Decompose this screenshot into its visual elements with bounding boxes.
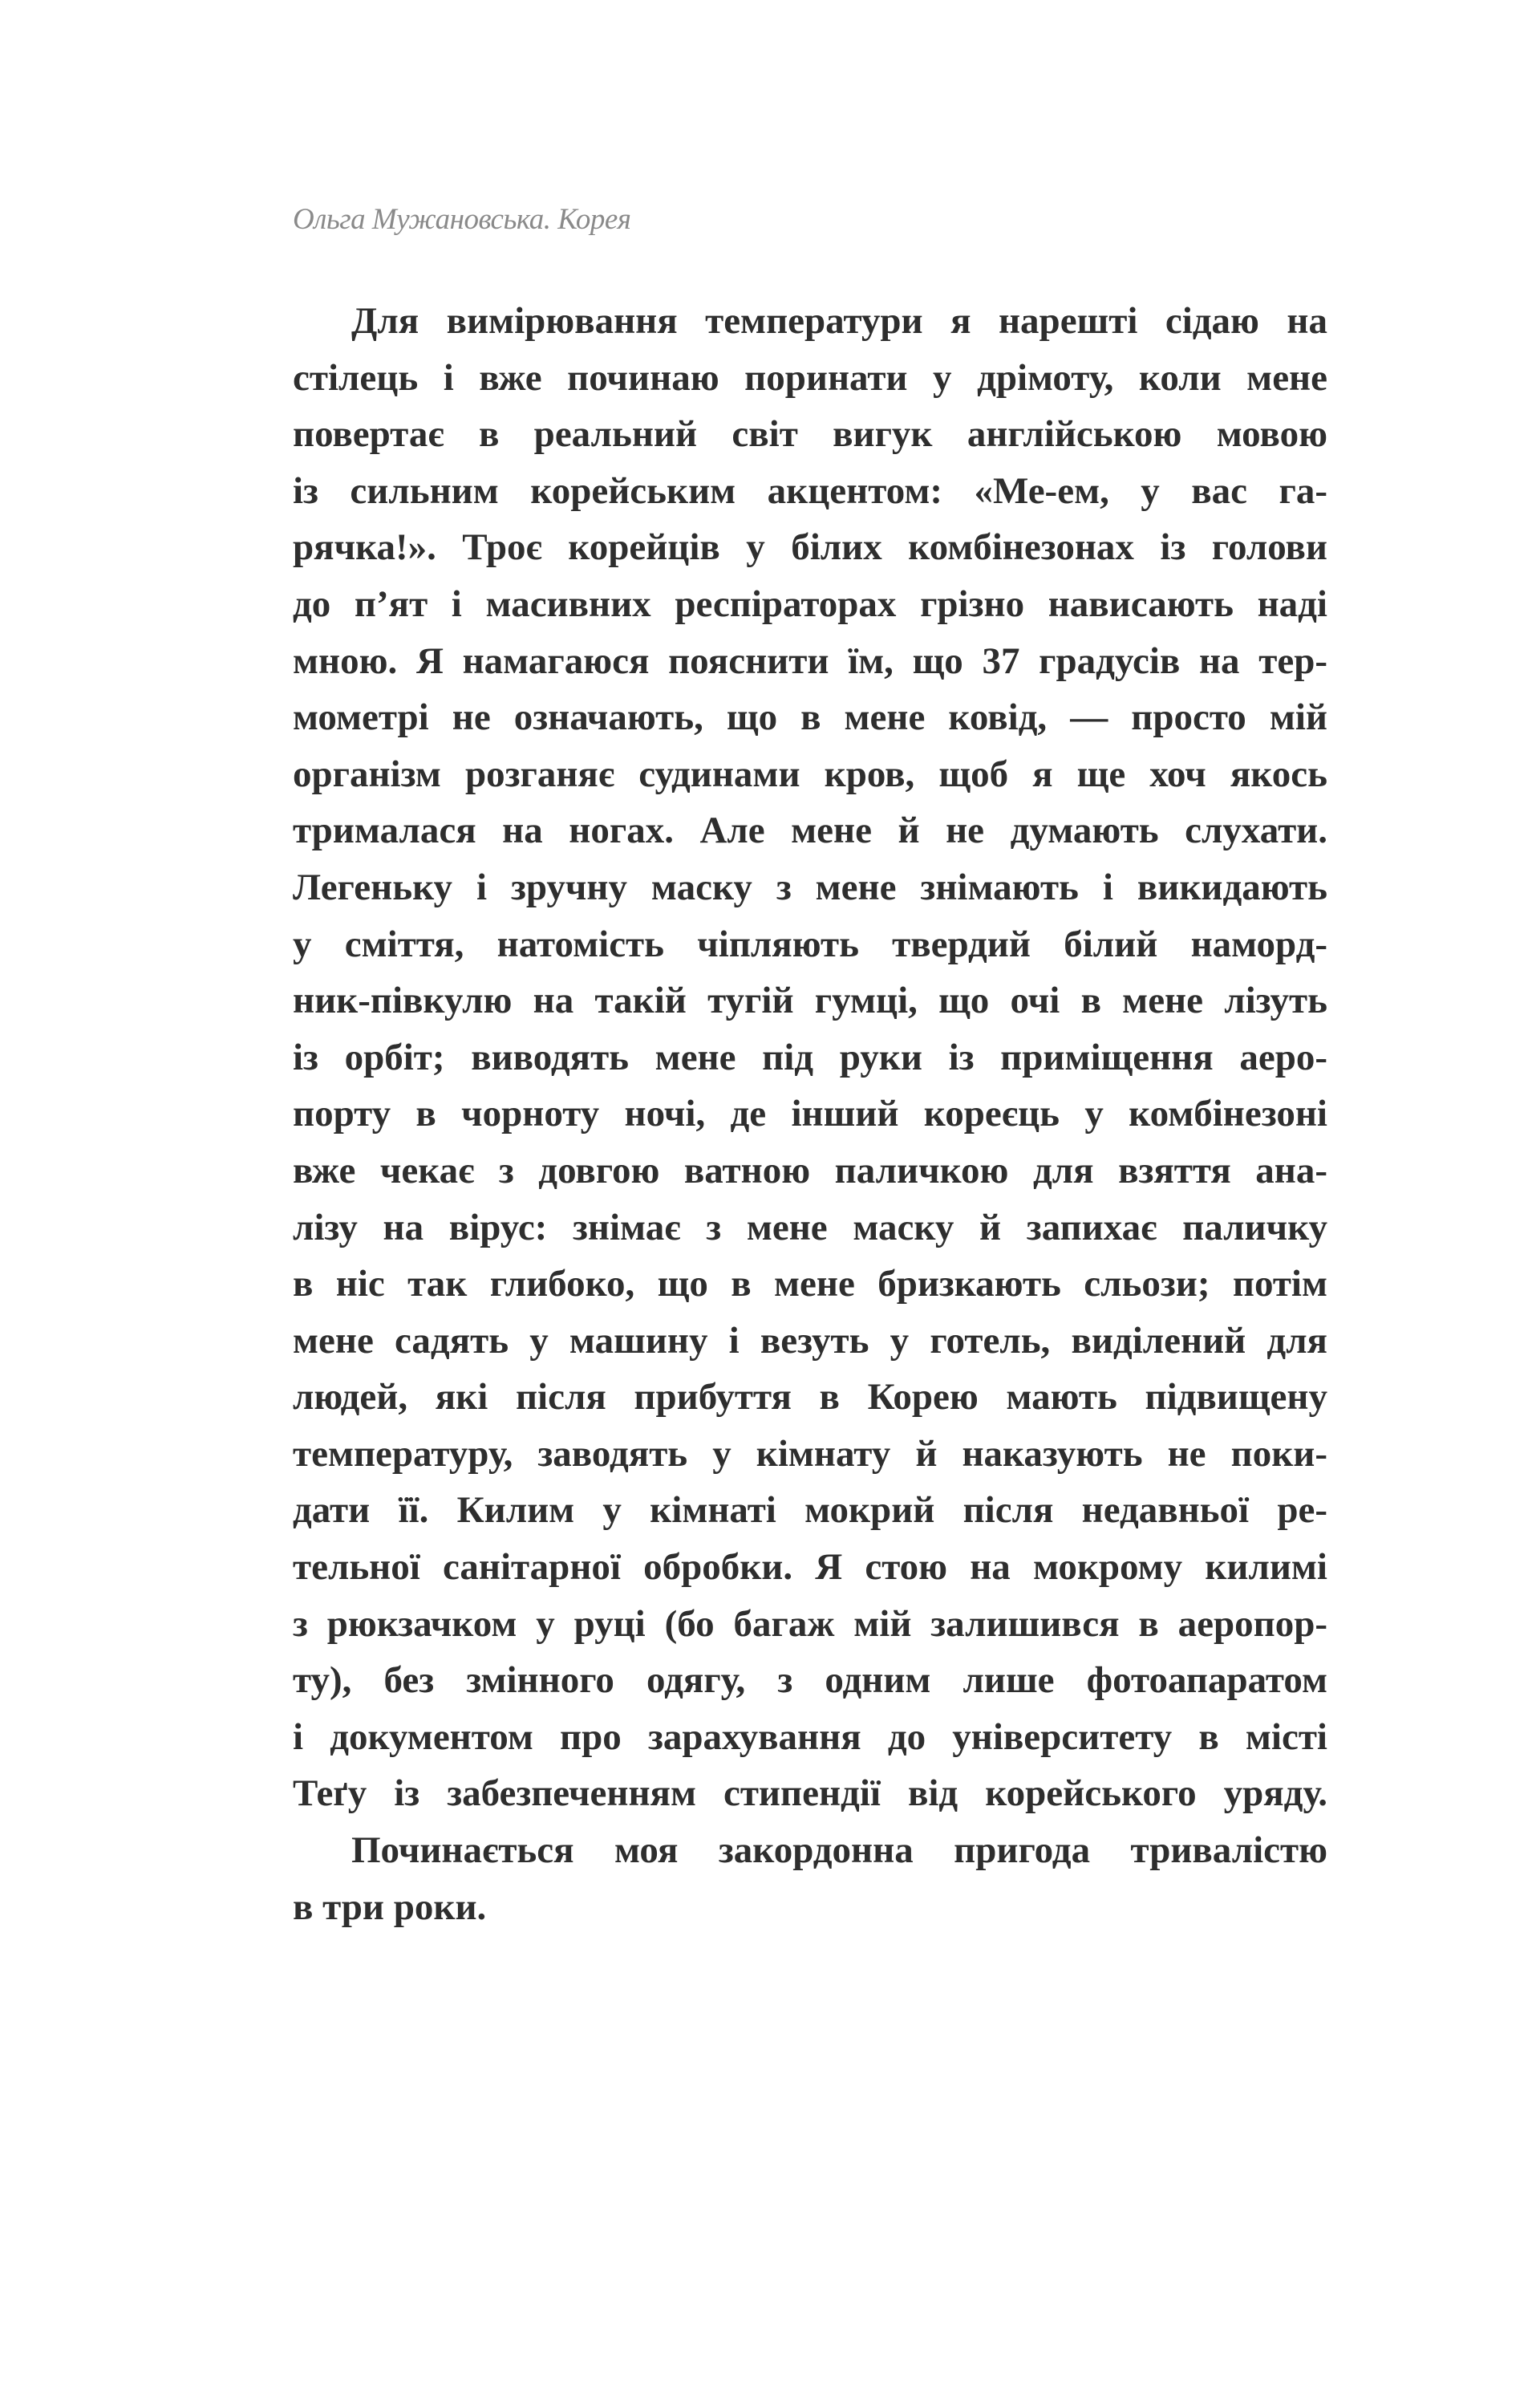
- text-line: мною. Я намагаюся пояснити їм, що 37 градусів на тер-: [293, 639, 1327, 682]
- text-line: мометрі не означають, що в мене ковід, — просто мій: [293, 696, 1327, 739]
- text-line: із орбіт; виводять мене під руки із приміщення аеро-: [293, 1036, 1327, 1078]
- text-line: у сміття, натомість чіпляють твердий білий наморд-: [293, 923, 1327, 965]
- text-line: температуру, заводять у кімнату й наказують не поки-: [293, 1432, 1327, 1475]
- text-line: до п’ят і масивних респіраторах грізно нависають наді: [293, 582, 1327, 625]
- text-line: трималася на ногах. Але мене й не думають слухати.: [293, 810, 1327, 852]
- text-line: лізу на вірус: знімає з мене маску й запихає паличку: [293, 1206, 1327, 1248]
- text-line: організм розганяє судинами кров, щоб я ще хоч якось: [293, 753, 1327, 795]
- text-line: повертає в реальний світ вигук англійською мовою: [293, 413, 1327, 456]
- text-line: тельної санітарної обробки. Я стою на мокрому килимі: [293, 1546, 1327, 1589]
- text-line: мене садять у машину і везуть у готель, виділений для: [293, 1319, 1327, 1362]
- text-line: людей, які після прибуття в Корею мають підвищену: [293, 1376, 1327, 1419]
- text-line: із сильним корейським акцентом: «Ме-ем, у вас га-: [293, 469, 1327, 512]
- running-head: Ольга Мужановська. Корея: [293, 203, 631, 236]
- text-line: рячка!». Троє корейців у білих комбінезонах із голови: [293, 526, 1327, 569]
- text-line: з рюкзачком у руці (бо багаж мій залишився в аеропор-: [293, 1602, 1327, 1645]
- text-line: в три роки.: [293, 1886, 487, 1928]
- text-line: Легеньку і зручну маску з мене знімають і викидають: [293, 866, 1327, 908]
- body-text: [293, 293, 1327, 1935]
- text-line: ту), без змінного одягу, з одним лише фотоапаратом: [293, 1659, 1327, 1702]
- paragraph: [293, 1822, 1327, 1935]
- text-line: порту в чорноту ночі, де інший кореєць у комбінезоні: [293, 1093, 1327, 1135]
- text-line: і документом про зарахування до університету в місті: [293, 1715, 1327, 1758]
- text-line: дати її. Килим у кімнаті мокрий після недавньої ре-: [293, 1489, 1327, 1532]
- paragraph: [293, 293, 1327, 1822]
- text-line: Для вимірювання температури я нарешті сідаю на: [351, 300, 1327, 342]
- text-line: ник-півкулю на такій тугій гумці, що очі в мене лізуть: [293, 980, 1327, 1022]
- text-line: Починається моя закордонна пригода тривалістю: [351, 1829, 1327, 1872]
- text-line: в ніс так глибоко, що в мене бризкають сльози; потім: [293, 1263, 1327, 1305]
- text-line: стілець і вже починаю поринати у дрімоту, коли мене: [293, 356, 1327, 399]
- text-line: вже чекає з довгою ватною паличкою для взяття ана-: [293, 1149, 1327, 1191]
- text-line: Теґу із забезпеченням стипендії від корейського уряду.: [293, 1772, 1327, 1815]
